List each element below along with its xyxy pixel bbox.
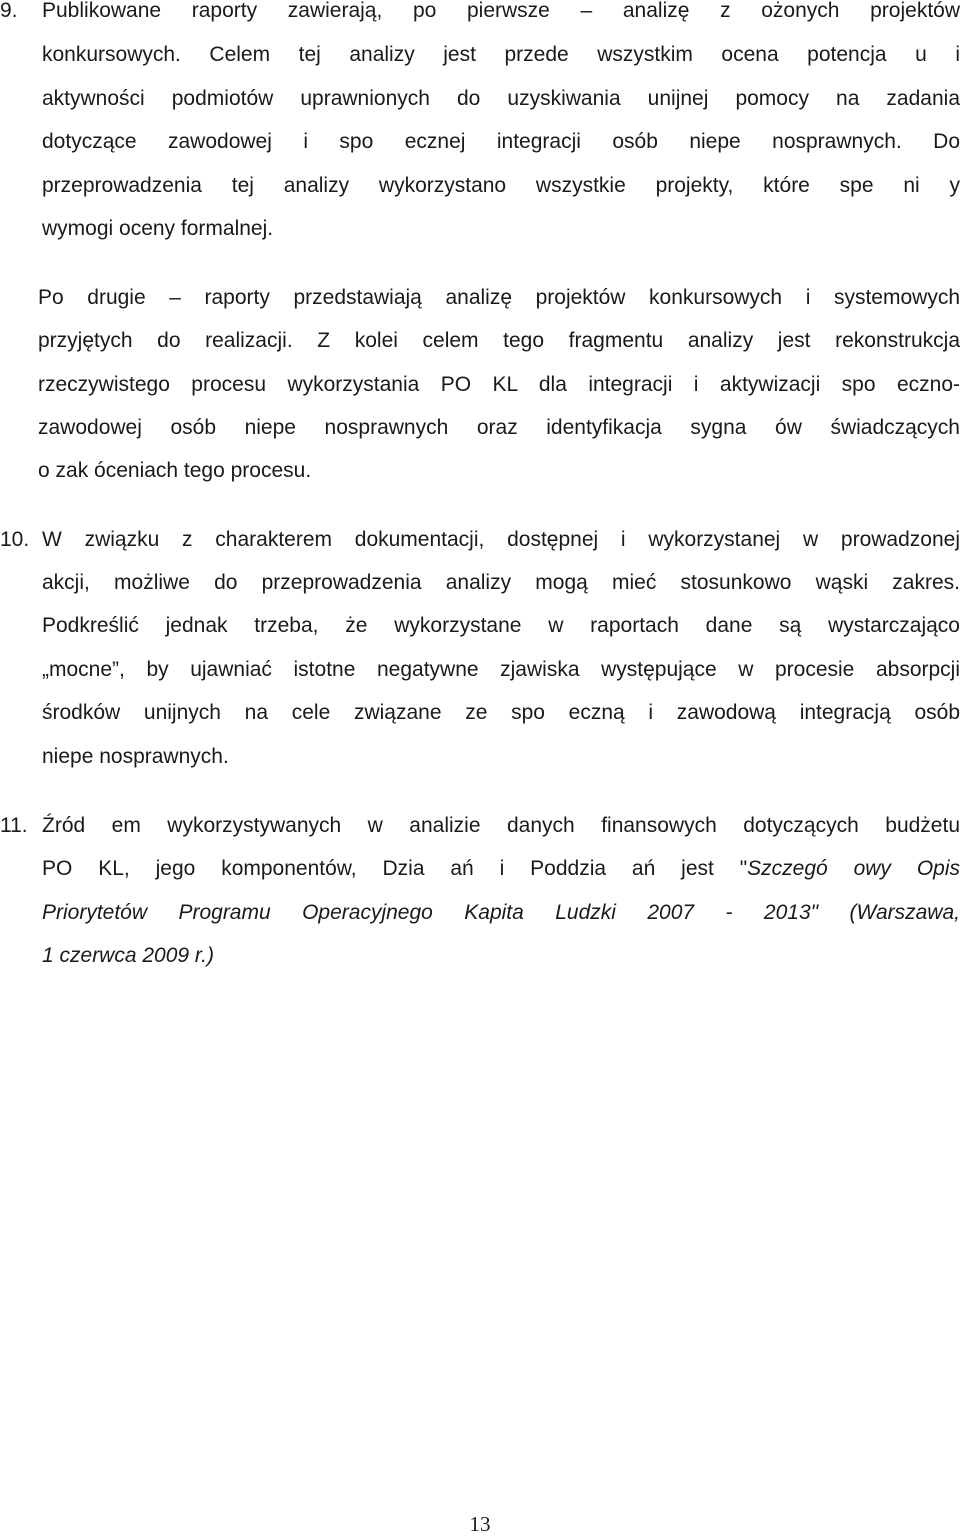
paragraph-9-line-3: aktywności podmiotów uprawnionych do uzyskiwania unijnej pomocy na zadania [42,87,960,110]
paragraph-text: Źród em wykorzystywanych w analizie danych finansowych dotyczących budżetu [42,814,960,837]
paragraph-10-line-2: akcji, możliwe do przeprowadzenia analizy mogą mieć stosunkowo wąski zakres. [42,571,960,594]
page-number: 13 [469,1512,491,1536]
document-title-italic: Szczegó owy Opis [747,857,960,880]
paragraph-number: 11. [0,814,28,837]
paragraph-9b-line-1: Po drugie – raporty przedstawiają analizę projektów konkursowych i systemowych [38,286,960,309]
paragraph-9-line-2: konkursowych. Celem tej analizy jest przede wszystkim ocena potencja u i [42,43,960,66]
paragraph-text: PO KL, jego komponentów, Dzia ań i Poddzia ań jest " [42,857,748,880]
paragraph-text: Publikowane raporty zawierają, po pierwsze – analizę z ożonych projektów [42,0,960,22]
paragraph-9-line-1 [0,0,960,26]
paragraph-number: 9. [0,0,18,22]
paragraph-9b-line-5: o zak óceniach tego procesu. [38,459,312,482]
paragraph-11-line-2 [42,854,960,884]
paragraph-9b-line-4: zawodowej osób niepe nosprawnych oraz identyfikacja sygna ów świadczących [38,416,960,439]
paragraph-10-line-4: „mocne”, by ujawniać istotne negatywne zjawiska występujące w procesie absorpcji [42,658,960,681]
paragraph-11-line-4: 1 czerwca 2009 r.) [42,944,214,967]
paragraph-10-line-1 [0,525,960,555]
paragraph-text: W związku z charakterem dokumentacji, dostępnej i wykorzystanej w prowadzonej [42,528,960,551]
paragraph-10-line-5: środków unijnych na cele związane ze spo eczną i zawodową integracją osób [42,701,960,724]
paragraph-number: 10. [0,528,30,551]
paragraph-11-line-1 [0,811,960,841]
paragraph-11-line-3: Priorytetów Programu Operacyjnego Kapita Ludzki 2007 - 2013" (Warszawa, [42,901,960,924]
paragraph-10-line-3: Podkreślić jednak trzeba, że wykorzystane w raportach dane są wystarczająco [42,614,960,637]
paragraph-10-line-6: niepe nosprawnych. [42,745,229,768]
paragraph-9b-line-2: przyjętych do realizacji. Z kolei celem tego fragmentu analizy jest rekonstrukcja [38,329,960,352]
paragraph-9b-line-3: rzeczywistego procesu wykorzystania PO KL dla integracji i aktywizacji spo eczno- [38,373,960,396]
paragraph-9-line-5: przeprowadzenia tej analizy wykorzystano wszystkie projekty, które spe ni y [42,174,960,197]
paragraph-9-line-4: dotyczące zawodowej i spo ecznej integracji osób niepe nosprawnych. Do [42,130,960,153]
paragraph-9-line-6: wymogi oceny formalnej. [42,217,274,240]
